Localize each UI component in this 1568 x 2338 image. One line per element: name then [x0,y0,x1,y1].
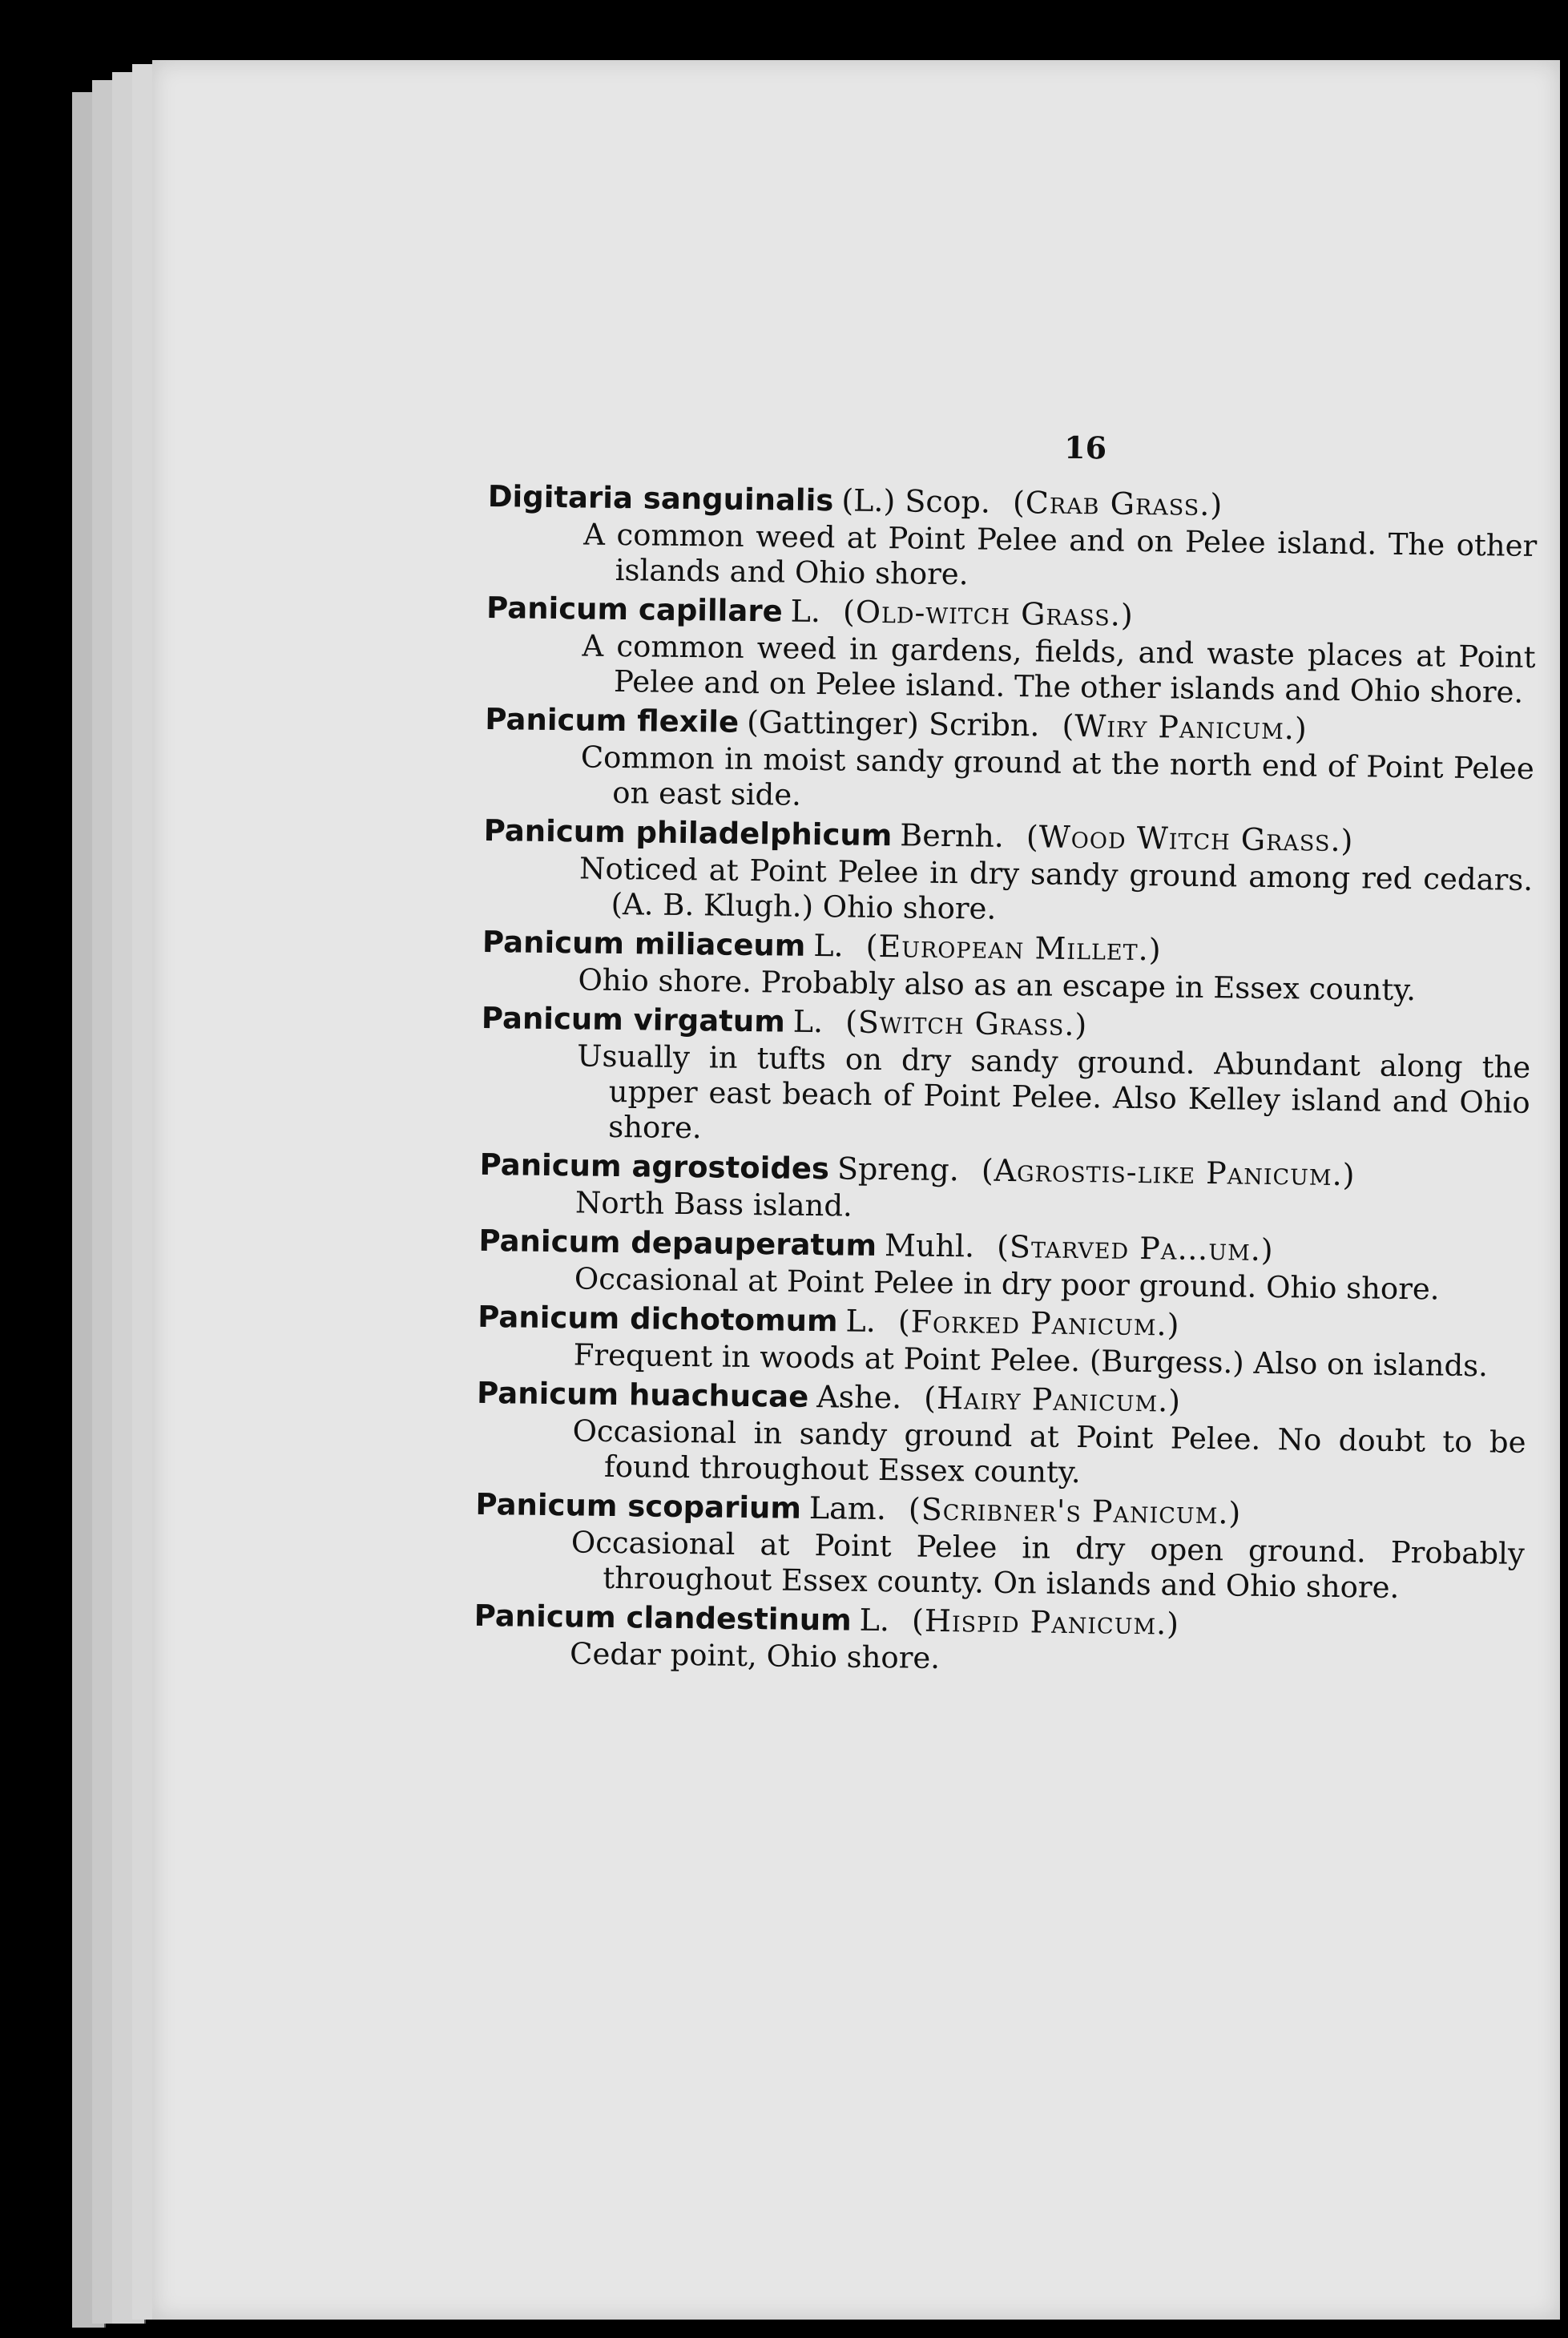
common-name: (European Millet.) [865,928,1162,968]
species-entry [478,1221,1568,1309]
species-name: Panicum flexile [485,701,740,740]
species-authority: (Gattinger) Scribn. [746,703,1040,744]
species-name: Panicum depauperatum [478,1223,877,1263]
species-entry [474,1596,1568,1684]
species-authority: Ashe. [816,1379,902,1416]
species-note: Ohio shore. Probably also as an escape in Essex county. [578,962,1417,1008]
common-name: (Forked Panicum.) [897,1304,1180,1343]
species-authority: L. [845,1303,877,1339]
common-name: (Wiry Panicum.) [1062,707,1308,747]
species-authority: Muhl. [884,1227,975,1264]
species-authority: L. [859,1602,890,1639]
species-authority: L. [790,593,821,630]
common-name: (Hairy Panicum.) [923,1380,1182,1419]
species-note: Noticed at Point Pelee in dry sandy ground among red cedars. (A. B. Klugh.) Ohio shore. [578,851,1534,926]
page-number: 16 [1063,429,1107,466]
species-name: Panicum philadelphicum [483,812,893,853]
page-content [474,421,1568,1686]
species-name: Panicum scoparium [475,1486,802,1526]
species-note: Occasional at Point Pelee in dry open ground. Probably throughout Essex county. On islands and Ohio shore. [570,1525,1526,1605]
species-note: Usually in tufts on dry sandy ground. Abundant along the upper east beach of Point Pelee. Also Kelley island and Ohio shore. [577,1038,1531,1146]
species-entry [477,1297,1568,1385]
book-page [152,60,1560,2320]
common-name: (Hispid Panicum.) [911,1602,1180,1642]
species-note: Frequent in woods at Point Pelee. (Burgess.) Also on islands. [573,1337,1489,1384]
species-note: Cedar point, Ohio shore. [569,1636,941,1675]
species-name: Panicum agrostoides [479,1147,830,1187]
species-authority: L. [792,1003,824,1040]
species-authority: L. [813,928,844,964]
species-entry [482,922,1568,1010]
species-note: Occasional at Point Pelee in dry poor ground. Ohio shore. [574,1261,1440,1307]
species-name: Digitaria sanguinalis [487,478,834,518]
species-authority: (L.) Scop. [841,482,991,520]
species-name: Panicum capillare [486,590,783,629]
species-name: Panicum virgatum [481,1000,786,1039]
species-entry [476,1373,1568,1497]
species-name: Panicum miliaceum [482,924,806,963]
species-entry [479,1145,1568,1233]
common-name: (Crab Grass.) [1012,484,1223,523]
species-entry [482,811,1568,934]
species-entry [480,998,1568,1157]
common-name: (Old-witch Grass.) [842,594,1134,633]
species-note: Common in moist sandy ground at the north end of Point Pelee on east side. [580,740,1535,812]
species-name: Panicum clandestinum [474,1598,852,1638]
common-name: (Switch Grass.) [844,1004,1088,1043]
species-authority: Bernh. [900,817,1005,854]
common-name: (Agrostis-like Panicum.) [981,1152,1356,1193]
species-note: North Bass island. [574,1185,853,1223]
species-authority: Spreng. [836,1151,960,1188]
common-name: (Wood Witch Grass.) [1026,819,1354,859]
species-authority: Lam. [808,1489,887,1527]
species-note: Occasional in sandy ground at Point Pelee. No doubt to be found throughout Essex county. [572,1413,1526,1490]
species-entry [474,1485,1568,1608]
species-entry [486,588,1568,711]
common-name: (Starved Pa…um.) [996,1228,1274,1268]
species-note: A common weed in gardens, fields, and waste places at Point Pelee and on Pelee island. The other islands and Ohio shore. [582,628,1536,710]
species-entry [486,477,1568,600]
common-name: (Scribner's Panicum.) [908,1491,1242,1531]
species-name: Panicum huachucae [476,1375,809,1414]
species-note: A common weed at Point Pelee and on Pelee island. The other islands and Ohio shore. [583,517,1538,592]
species-name: Panicum dichotomum [478,1299,838,1339]
species-entry [484,699,1568,823]
